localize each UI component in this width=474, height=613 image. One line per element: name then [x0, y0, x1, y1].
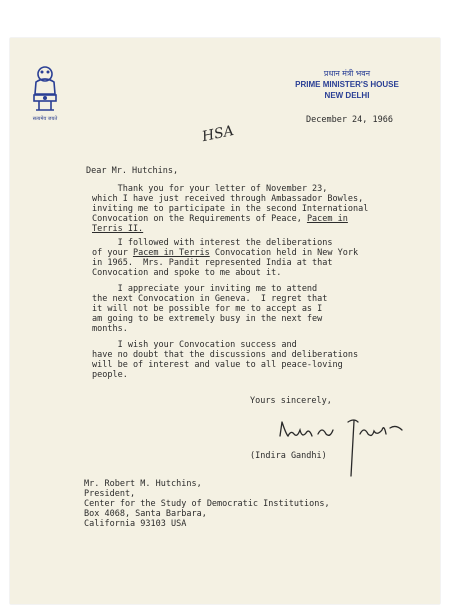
- address-line: President,: [84, 489, 136, 499]
- paragraph-1-line: which I have just received through Ambassador Bowles,: [92, 194, 364, 204]
- paragraph-3-line: am going to be extremely busy in the next few: [92, 314, 323, 324]
- pacem-in-terris-title: Pacem in Terris: [132, 248, 210, 258]
- paragraph-1-line: Thank you for your letter of November 23,: [92, 184, 328, 194]
- salutation: Dear Mr. Hutchins,: [86, 166, 179, 176]
- paragraph-4-line: I wish your Convocation success and: [92, 340, 297, 350]
- paragraph-3-line: the next Convocation in Geneva. I regret that: [92, 294, 328, 304]
- address-line: Center for the Study of Democratic Institutions,: [84, 499, 330, 509]
- letterhead-hindi: प्रधान मंत्री भवन: [323, 69, 371, 78]
- typed-signatory-name: (Indira Gandhi): [250, 451, 327, 461]
- paragraph-1-line: [92, 214, 348, 225]
- letterhead: [282, 68, 412, 101]
- letterhead-title: PRIME MINISTER'S HOUSE: [295, 80, 399, 89]
- letterhead-city: NEW DELHI: [324, 91, 370, 100]
- closing: Yours sincerely,: [250, 396, 332, 406]
- paragraph-2-line: [92, 248, 358, 259]
- paragraph-2-line: in 1965. Mrs. Pandit represented India at that: [92, 258, 333, 268]
- paragraph-3-line: it will not be possible for me to accept as I: [92, 304, 323, 314]
- paragraph-1-line: inviting me to participate in the second International: [92, 204, 369, 214]
- paragraph-4-line: have no doubt that the discussions and deliberations: [92, 350, 359, 360]
- paragraph-3-line: months.: [92, 324, 128, 334]
- paragraph-2-text: Convocation held in New York: [209, 248, 359, 258]
- paragraph-1-line: Terris II.: [92, 224, 144, 234]
- address-line: Mr. Robert M. Hutchins,: [84, 479, 202, 489]
- signature-icon: [278, 416, 408, 478]
- address-line: California 93103 USA: [84, 519, 187, 529]
- paragraph-2-text: of your: [92, 248, 133, 258]
- paragraph-2-line: Convocation and spoke to me about it.: [92, 268, 282, 278]
- paragraph-4-line: people.: [92, 370, 128, 380]
- letter-page: [10, 38, 440, 604]
- paragraph-2-line: I followed with interest the deliberations: [92, 238, 333, 248]
- letter-date: December 24, 1966: [306, 115, 393, 125]
- pacem-in-terris-title: Pacem in: [306, 214, 348, 224]
- handwritten-annotation: HSA: [200, 122, 236, 146]
- address-line: Box 4068, Santa Barbara,: [84, 509, 207, 519]
- emblem-motto: सत्यमेव जयते: [32, 116, 58, 122]
- paragraph-3-line: I appreciate your inviting me to attend: [92, 284, 318, 294]
- paragraph-1-text: Convocation on the Requirements of Peace,: [92, 214, 307, 224]
- national-emblem-icon: [28, 64, 62, 116]
- paragraph-4-line: will be of interest and value to all peace-loving: [92, 360, 343, 370]
